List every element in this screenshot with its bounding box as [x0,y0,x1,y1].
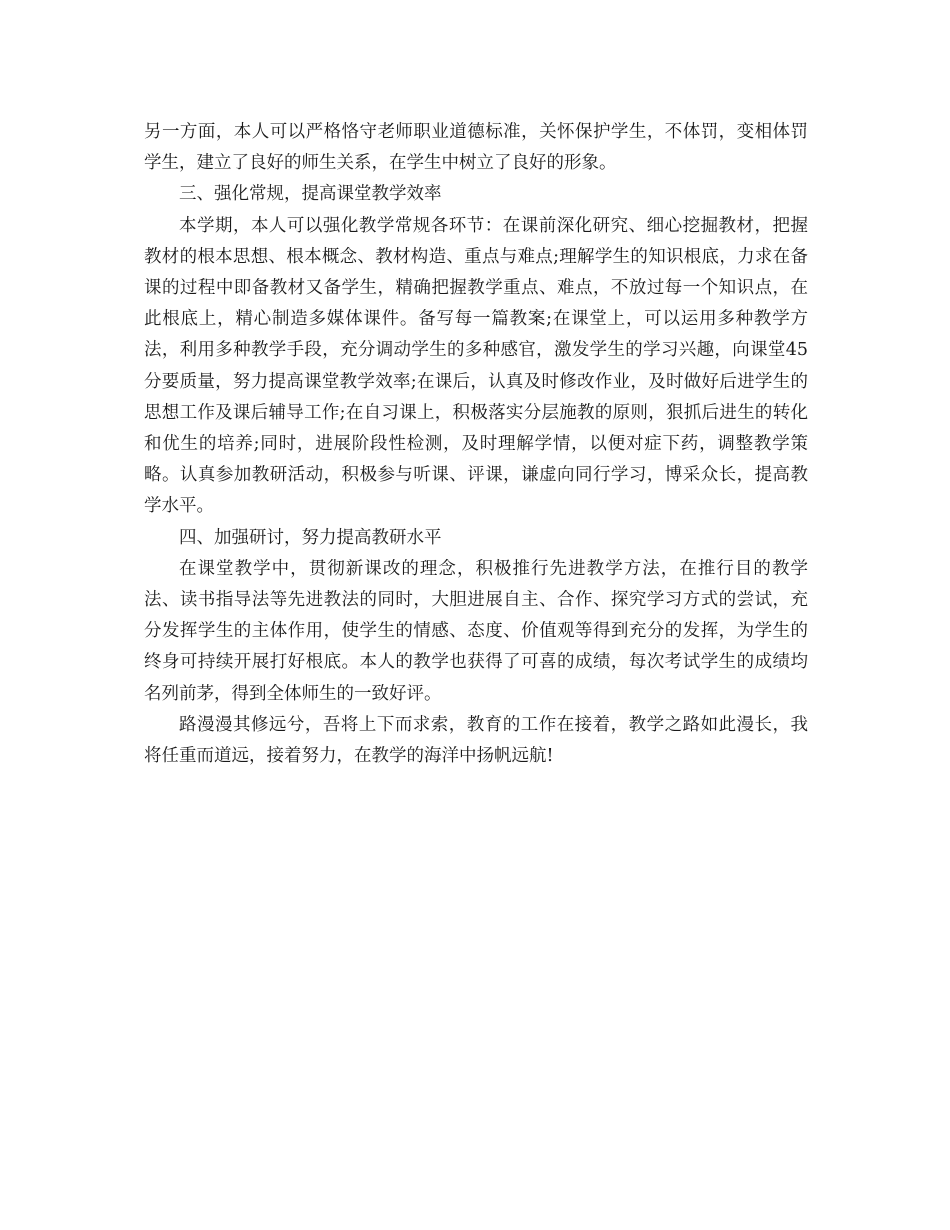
paragraph-research: 在课堂教学中，贯彻新课改的理念，积极推行先进教学方法，在推行目的教学法、读书指导法等先进教法的同时，大胆进展自主、合作、探究学习方式的尝试，充分发挥学生的主体作用，使学生的情感、态度、价值观等得到充分的发挥，为学生的终身可持续开展打好根底。本人的教学也获得了可喜的成绩，每次考试学生的成绩均名列前茅，得到全体师生的一致好评。 [144,558,808,704]
document-body [144,117,808,772]
paragraph-teacher-ethics: 另一方面，本人可以严格恪守老师职业道德标准，关怀保护学生，不体罚，变相体罚学生，建立了良好的师生关系，在学生中树立了良好的形象。 [144,122,808,174]
paragraph-conclusion: 路漫漫其修远兮，吾将上下而求索，教育的工作在接着，教学之路如此漫长，我将任重而道远，接着努力，在教学的海洋中扬帆远航! [144,714,808,767]
section-heading-4: 四、加强研讨，努力提高教研水平 [179,527,442,548]
paragraph-teaching-routine: 本学期，本人可以强化教学常规各环节：在课前深化研究、细心挖掘教材，把握教材的根本思想、根本概念、教材构造、重点与难点;理解学生的知识根底，力求在备课的过程中即备教材又备学生，精确把握教学重点、难点，不放过每一个知识点，在此根底上，精心制造多媒体课件。备写每一篇教案;在课堂上，可以运用多种教学方法，利用多种教学手段，充分调动学生的多种感官，激发学生的学习兴趣，向课堂45分要质量，努力提高课堂教学效率;在课后，认真及时修改作业，及时做好后进学生的思想工作及课后辅导工作;在自习课上，积极落实分层施教的原则，狠抓后进生的转化和优生的培养;同时，进展阶段性检测，及时理解学情，以便对症下药，调整教学策略。认真参加教研活动，积极参与听课、评课，谦虚向同行学习，博采众长，提高教学水平。 [144,215,808,517]
section-heading-3: 三、强化常规，提高课堂教学效率 [179,184,442,205]
